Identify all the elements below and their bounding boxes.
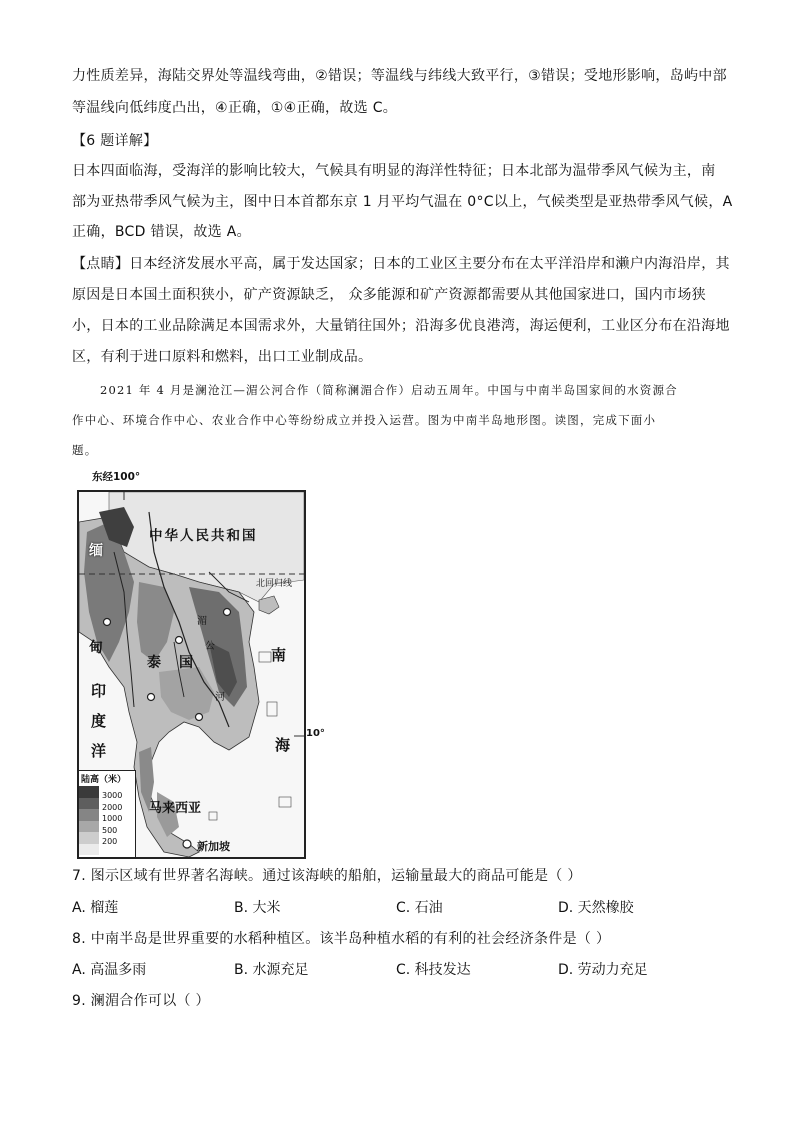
china-label: 中华人民共和国 <box>149 528 258 544</box>
q8-option-d[interactable]: D. 劳动力充足 <box>558 962 648 978</box>
intro-line: 作中心、环境合作中心、农业合作中心等纷纷成立并投入运营。图为中南半岛地形图。读图，完成下面小 <box>72 413 657 427</box>
myanmar-label-1: 缅 <box>89 543 103 559</box>
mekong-label-3: 河 <box>215 692 225 703</box>
malaysia-label: 马来西亚 <box>149 801 202 816</box>
question-8-stem: 8. 中南半岛是世界重要的水稻种植区。该半岛种植水稻的有利的社会经济条件是（ ） <box>72 931 611 947</box>
q7-option-b[interactable]: B. 大米 <box>234 900 281 916</box>
legend-level-label: 2000 <box>102 802 123 812</box>
q8-option-c[interactable]: C. 科技发达 <box>396 962 471 978</box>
question-7-stem: 7. 图示区域有世界著名海峡。通过该海峡的船舶，运输量最大的商品可能是（ ） <box>72 868 582 884</box>
legend-level-label: 1000 <box>102 814 123 823</box>
singapore-label: 新加坡 <box>197 840 230 853</box>
south-sea-label-1: 南 <box>271 646 287 664</box>
thailand-label-1: 泰 <box>147 655 161 671</box>
tip-line: 【点睛】日本经济发展水平高，属于发达国家；日本的工业区主要分布在太平洋沿岸和濑户内海沿岸，其 <box>72 256 730 272</box>
legend-title: 陆高（米） <box>81 775 127 785</box>
indochina-terrain-map <box>77 490 306 859</box>
answer-text-line: 等温线向低纬度凸出，④正确，①④正确，故选 C。 <box>72 100 398 116</box>
indian-ocean-label-2: 度 <box>91 712 107 730</box>
mekong-label-2: 公 <box>205 641 215 652</box>
q8-option-b[interactable]: B. 水源充足 <box>234 962 309 978</box>
q6-explanation-line: 正确，BCD 错误，故选 A。 <box>72 224 251 240</box>
q6-explanation-line: 日本四面临海，受海洋的影响比较大，气候具有明显的海洋性特征；日本北部为温带季风气候为主，南 <box>72 163 716 179</box>
legend-level-label: 500 <box>102 825 118 835</box>
tip-line: 原因是日本国土面积狭小，矿产资源缺乏， 众多能源和矿产资源都需要从其他国家进口，国内市场狭 <box>72 287 706 303</box>
legend-row <box>79 786 135 798</box>
tropic-label: 北回归线 <box>256 579 293 589</box>
longitude-label: 东经100° <box>92 471 141 483</box>
q6-explanation-line: 部为亚热带季风气候为主，图中日本首都东京 1 月平均气温在 0°C以上，气候类型是亚热带季风气候，A <box>72 194 733 210</box>
q7-option-d[interactable]: D. 天然橡胶 <box>558 900 634 916</box>
indian-ocean-label-1: 印 <box>91 682 107 700</box>
q8-option-a[interactable]: A. 高温多雨 <box>72 962 147 978</box>
myanmar-label-2: 甸 <box>89 640 103 656</box>
intro-line: 题。 <box>72 443 98 457</box>
intro-line: 2021 年 4 月是澜沧江—湄公河合作（简称澜湄合作）启动五周年。中国与中南半岛国家间的水资源合 <box>100 383 678 397</box>
legend-level-label: 200 <box>102 837 118 846</box>
thailand-label-2: 国 <box>179 655 193 671</box>
indian-ocean-label-3: 洋 <box>91 742 107 760</box>
q7-option-c[interactable]: C. 石油 <box>396 900 443 916</box>
latitude-label: 10° <box>306 728 325 739</box>
elevation-legend <box>79 770 136 858</box>
question-9-stem: 9. 澜湄合作可以（ ） <box>72 993 210 1009</box>
tip-line: 区，有利于进口原料和燃料，出口工业制成品。 <box>72 349 373 365</box>
tip-line: 小，日本的工业品除满足本国需求外，大量销往国外；沿海多优良港湾，海运便利，工业区分布在沿海地 <box>72 318 730 334</box>
answer-text-line: 力性质差异，海陆交界处等温线弯曲，②错误；等温线与纬线大致平行，③错误；受地形影响，岛屿中部 <box>72 68 727 84</box>
south-sea-label-2: 海 <box>275 736 291 754</box>
legend-swatch <box>79 844 99 857</box>
legend-level-label: 3000 <box>102 791 123 800</box>
q6-heading: 【6 题详解】 <box>72 133 158 149</box>
mekong-label-1: 湄 <box>197 616 207 627</box>
q7-option-a[interactable]: A. 榴莲 <box>72 900 119 916</box>
